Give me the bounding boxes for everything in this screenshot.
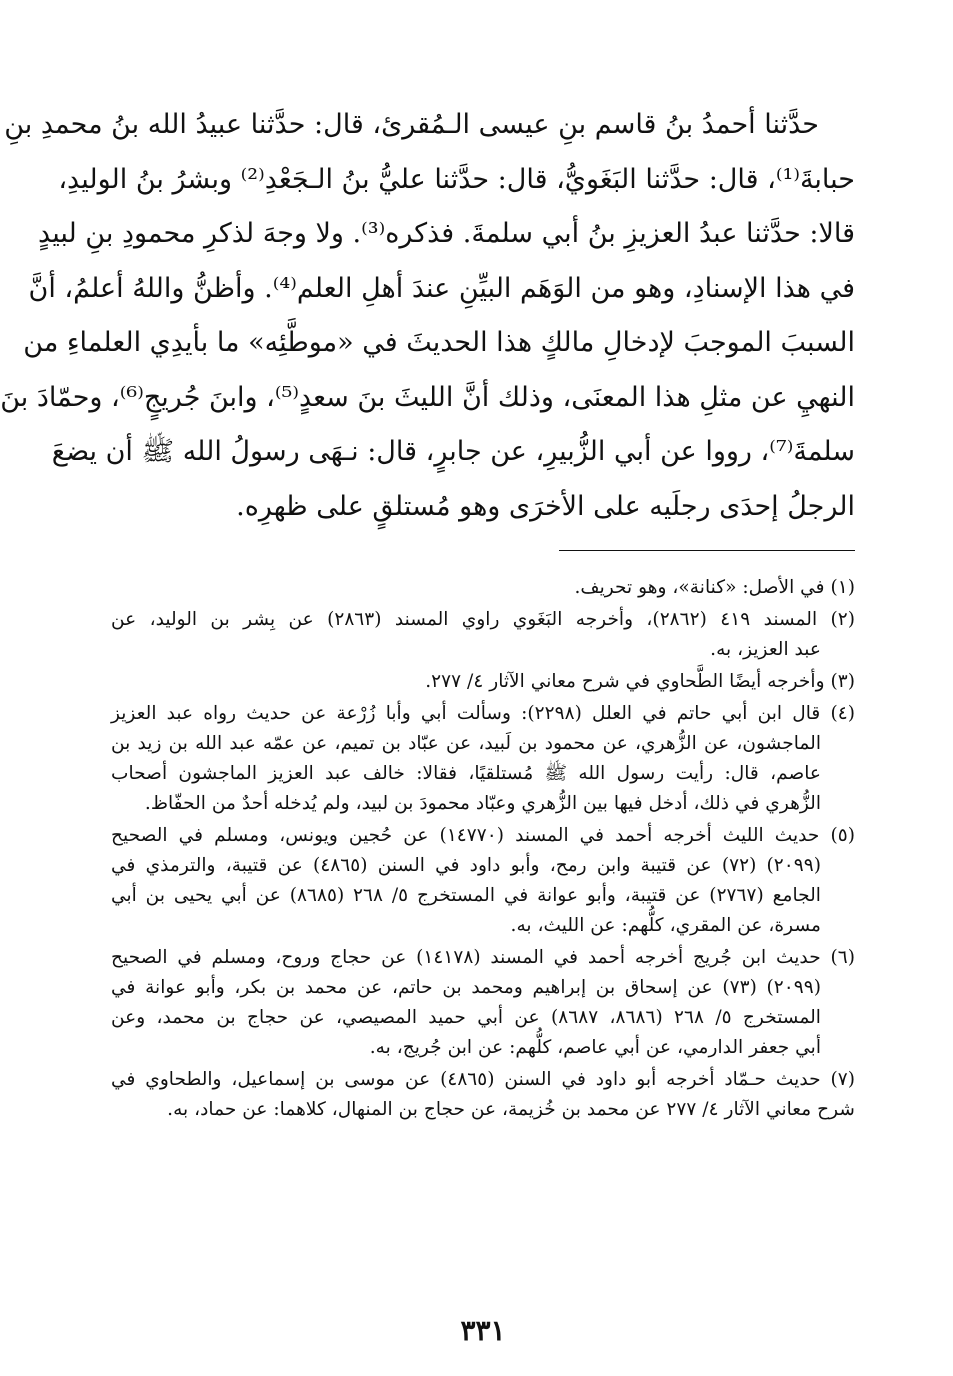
- footnote-line: أبي جعفر الدارمي، عن أبي عاصم، كلُّهم: عن ابن جُريج، به.: [369, 1037, 821, 1058]
- main-line: النهيِ عن مثلِ هذا المعنَى، وذلك أنَّ الليثَ بنَ سعدٍ⁽⁵⁾، وابنَ جُريجٍ⁽⁶⁾، وحمّادَ بنَ: [0, 381, 855, 413]
- main-text-block: [0, 98, 855, 534]
- footnotes: [111, 573, 855, 1125]
- footnote-separator: [559, 550, 855, 551]
- main-line: في هذا الإسنادِ، وهو من الوَهَم البيِّنِ عندَ أهلِ العلم⁽⁴⁾. وأظنُّ واللهُ أعلمُ، أنَّ: [28, 272, 855, 304]
- footnote-line: عاصم، قال: رأيت رسول الله ﷺ مُستلقيًا، فقالا: خالف عبد العزيز الماجشون أصحاب: [111, 763, 821, 784]
- footnote-line: (٦) حديث ابن جُريج أخرجه أحمد في المسند (١٤١٧٨) عن حجاج وروح، ومسلم في الصحيح: [111, 947, 855, 968]
- footnote-line: المستخرج ٥/ ٢٦٨ (٨٦٨٦، ٨٦٨٧) عن أبي حميد المصيصي، عن حجاج بن محمد، وعن: [111, 1007, 821, 1028]
- footnote-line: (٢٠٩٩) (٧٣) عن إسحاق بن إبراهيم ومحمد بن حاتم، عن محمد بن بكر، وأبو عوانة في: [111, 977, 822, 998]
- book-page: [0, 98, 855, 1348]
- footnote-line: (٤) قال ابن أبي حاتم في العلل (٢٢٩٨): وسألت أبي وأبا زُرْعة عن حديث رواه عبد العزيز: [111, 703, 855, 724]
- main-line: حدَّثنا أحمدُ بنُ قاسم بنِ عيسى الـمُقرئ، قال: حدَّثنا عبيدُ الله بنُ محمدِ بنِ: [4, 109, 819, 140]
- footnote-5: [111, 821, 855, 941]
- footnote-4: [111, 699, 855, 819]
- main-line: السببَ الموجبَ لإدخالِ مالكٍ هذا الحديثَ في «موطَّئِه» ما بأيدِي العلماءِ من: [23, 327, 855, 358]
- footnote-line: (١) في الأصل: «كنانة»، وهو تحريف.: [574, 577, 855, 598]
- footnote-3: [111, 667, 855, 697]
- main-line: سلمةَ⁽⁷⁾، رووا عن أبي الزُّبيرِ، عن جابرٍ، قال: نـهَى رسولُ الله ﷺ أن يضعَ: [51, 436, 855, 467]
- footnote-line: الماجشون، عن الزُّهري، عن محمود بن لَبيد، عن عبّاد بن تميم، عن عمّه عبد الله بن زيد بن: [111, 733, 821, 754]
- footnote-line: (٥) حديث الليث أخرجه أحمد في المسند (١٤٧٧٠) عن حُجين ويونس، ومسلم في الصحيح: [111, 825, 855, 846]
- main-line: حبابةَ⁽¹⁾، قال: حدَّثنا البَغَويُّ، قال: حدَّثنا عليُّ بنُ الـجَعْدِ⁽²⁾ وبشرُ بنُ الوليدِ،: [58, 163, 855, 195]
- footnote-7: [111, 1065, 855, 1125]
- footnote-line: (٢) المسند ٤١٩ (٢٨٦٢)، وأخرجه البَغَوي راوي المسند (٢٨٦٣) عن بِشر بن الوليد، عن: [111, 609, 855, 630]
- footnote-line: (٧) حديث حـمّاد أخرجه أبو داود في السنن (٤٨٦٥) عن موسى بن إسماعيل، والطحاوي في: [111, 1069, 855, 1090]
- footnote-line: مسرة، عن المقري، كلُّهم: عن الليث، به.: [510, 915, 821, 936]
- footnote-line: الجامع (٢٧٦٧) عن قتيبة، وأبو عوانة في المستخرج ٥/ ٢٦٨ (٨٦٨٥) عن أبي يحيى بن أبي: [111, 885, 821, 906]
- footnote-6: [111, 943, 855, 1063]
- footnote-line: عبد العزيز، به.: [710, 639, 821, 660]
- footnote-line: شرح معاني الآثار ٤/ ٢٧٧ عن محمد بن خُزيمة، عن حجاج بن المنهال، كلاهما: عن حماد، به.: [167, 1099, 855, 1120]
- main-line: الرجلُ إحدَى رجلَيه على الأخرَى وهو مُستلقٍ على ظهرِه.: [236, 490, 855, 522]
- footnote-1: [111, 573, 855, 603]
- footnote-2: [111, 605, 855, 665]
- main-line: قالا: حدَّثنا عبدُ العزيزِ بنُ أبي سلمةَ. فذكره⁽³⁾. ولا وجهَ لذكرِ محمودِ بنِ لبيدٍ: [38, 218, 855, 249]
- page-number: ٣٣١: [460, 1314, 506, 1347]
- footnote-line: (٢٠٩٩) (٧٢) عن قتيبة وابن رمح، وأبو داود في السنن (٤٨٦٥) عن قتيبة، والترمذي في: [111, 855, 821, 876]
- footnote-line: الزُّهري في ذلك، أدخل فيها بين الزُّهري وعبّاد محمودَ بن لبيد، ولم يُدخله أحدٌ من الحفّاظ.: [144, 793, 821, 814]
- footnote-line: (٣) وأخرجه أيضًا الطَّحاوي في شرح معاني الآثار ٤/ ٢٧٧.: [425, 671, 855, 692]
